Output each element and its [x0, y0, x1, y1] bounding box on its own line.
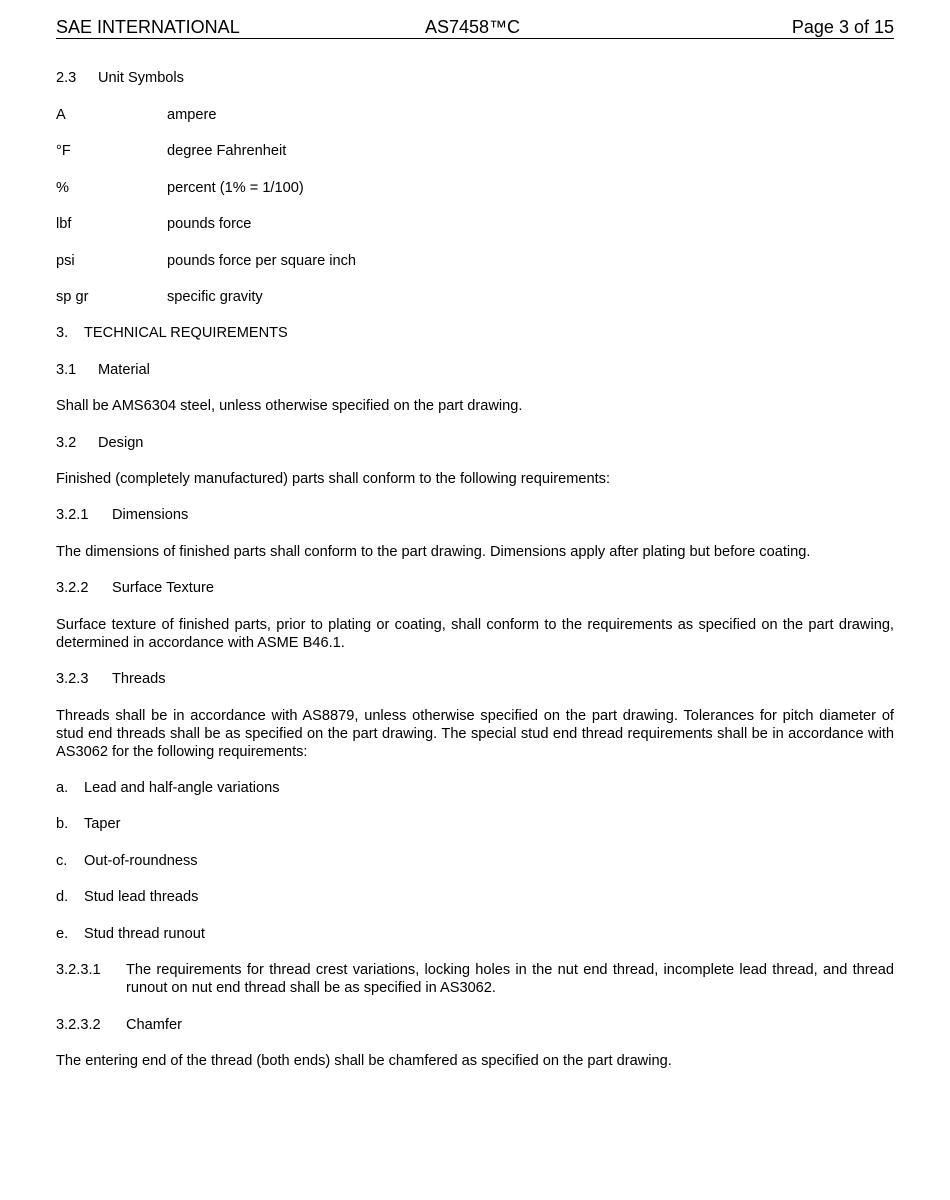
paragraph-threads: Threads shall be in accordance with AS8879, unless otherwise specified on the part drawing. Tolerances for pitch diameter of stud end threads shall be as specified on the part drawing. The special stud end thread requirements shall be in accordance with AS3062 for the following requirements:: [56, 708, 894, 760]
section-number: 3.2.3.2: [56, 1017, 101, 1033]
section-heading-3-2-3-2: [56, 1016, 894, 1034]
section-number: 3.2.3.1: [56, 962, 101, 978]
unit-symbol: sp gr: [56, 289, 89, 305]
list-item-text: Stud lead threads: [84, 889, 199, 905]
section-number: 3.2.1: [56, 507, 89, 523]
unit-definition: ampere: [167, 107, 217, 123]
section-number: 2.3: [56, 70, 77, 86]
unit-definition: percent (1% = 1/100): [167, 180, 304, 196]
list-item-text: Out-of-roundness: [84, 853, 198, 869]
section-number: 3.2: [56, 435, 77, 451]
list-item-letter: c.: [56, 853, 68, 869]
section-heading-3-2: [56, 434, 894, 452]
list-item: [56, 888, 894, 906]
paragraph-surface-texture: Surface texture of finished parts, prior to plating or coating, shall conform to the requirements as specified on the part drawing, determined in accordance with ASME B46.1.: [56, 617, 894, 651]
page-header: [56, 16, 894, 39]
unit-symbol: %: [56, 180, 69, 196]
section-number: 3.1: [56, 362, 77, 378]
paragraph-thread-crest: The requirements for thread crest variations, locking holes in the nut end thread, incomplete lead thread, and thread runout on nut end thread shall be as specified in AS3062.: [126, 962, 894, 996]
list-item: [56, 925, 894, 943]
section-title: Material: [98, 362, 150, 378]
section-title: Dimensions: [112, 507, 189, 523]
paragraph-material: Shall be AMS6304 steel, unless otherwise specified on the part drawing.: [56, 398, 523, 414]
unit-definition: specific gravity: [167, 289, 263, 305]
section-title: TECHNICAL REQUIREMENTS: [84, 325, 288, 341]
header-document-number: AS7458™C: [425, 17, 521, 37]
list-item-text: Taper: [84, 816, 121, 832]
section-heading-3-2-3: [56, 670, 894, 688]
section-title: Threads: [112, 671, 166, 687]
paragraph-dimensions: The dimensions of finished parts shall conform to the part drawing. Dimensions apply after plating but before coating.: [56, 544, 811, 560]
unit-symbol: psi: [56, 253, 75, 269]
section-heading-3: [56, 324, 894, 342]
section-title: Unit Symbols: [98, 70, 184, 86]
unit-definition: pounds force: [167, 216, 252, 232]
header-page-number: Page 3 of 15: [791, 17, 894, 37]
list-item: [56, 852, 894, 870]
unit-symbol: °F: [56, 143, 71, 159]
list-item: [56, 779, 894, 797]
header-organization: SAE INTERNATIONAL: [56, 17, 240, 37]
section-3-2-3-1: [56, 961, 894, 997]
list-item-text: Stud thread runout: [84, 926, 205, 942]
unit-definition: pounds force per square inch: [167, 253, 357, 269]
paragraph-design: Finished (completely manufactured) parts shall conform to the following requirements:: [56, 471, 611, 487]
list-item-letter: e.: [56, 926, 69, 942]
list-item-letter: b.: [56, 816, 69, 832]
section-heading-3-2-2: [56, 579, 894, 597]
section-title: Surface Texture: [112, 580, 214, 596]
list-item-text: Lead and half-angle variations: [84, 780, 280, 796]
section-heading-3-2-1: [56, 506, 894, 524]
section-heading-3-1: [56, 361, 894, 379]
unit-definition: degree Fahrenheit: [167, 143, 287, 159]
list-item-letter: d.: [56, 889, 69, 905]
list-item: [56, 815, 894, 833]
unit-symbol: lbf: [56, 216, 72, 232]
section-number: 3.2.3: [56, 671, 89, 687]
section-title: Design: [98, 435, 144, 451]
section-title: Chamfer: [126, 1017, 182, 1033]
unit-symbol: A: [56, 107, 66, 123]
list-item-letter: a.: [56, 780, 69, 796]
section-heading-2-3: [56, 69, 894, 87]
paragraph-chamfer: The entering end of the thread (both ends) shall be chamfered as specified on the part drawing.: [56, 1053, 672, 1069]
section-number: 3.: [56, 325, 69, 341]
section-number: 3.2.2: [56, 580, 89, 596]
